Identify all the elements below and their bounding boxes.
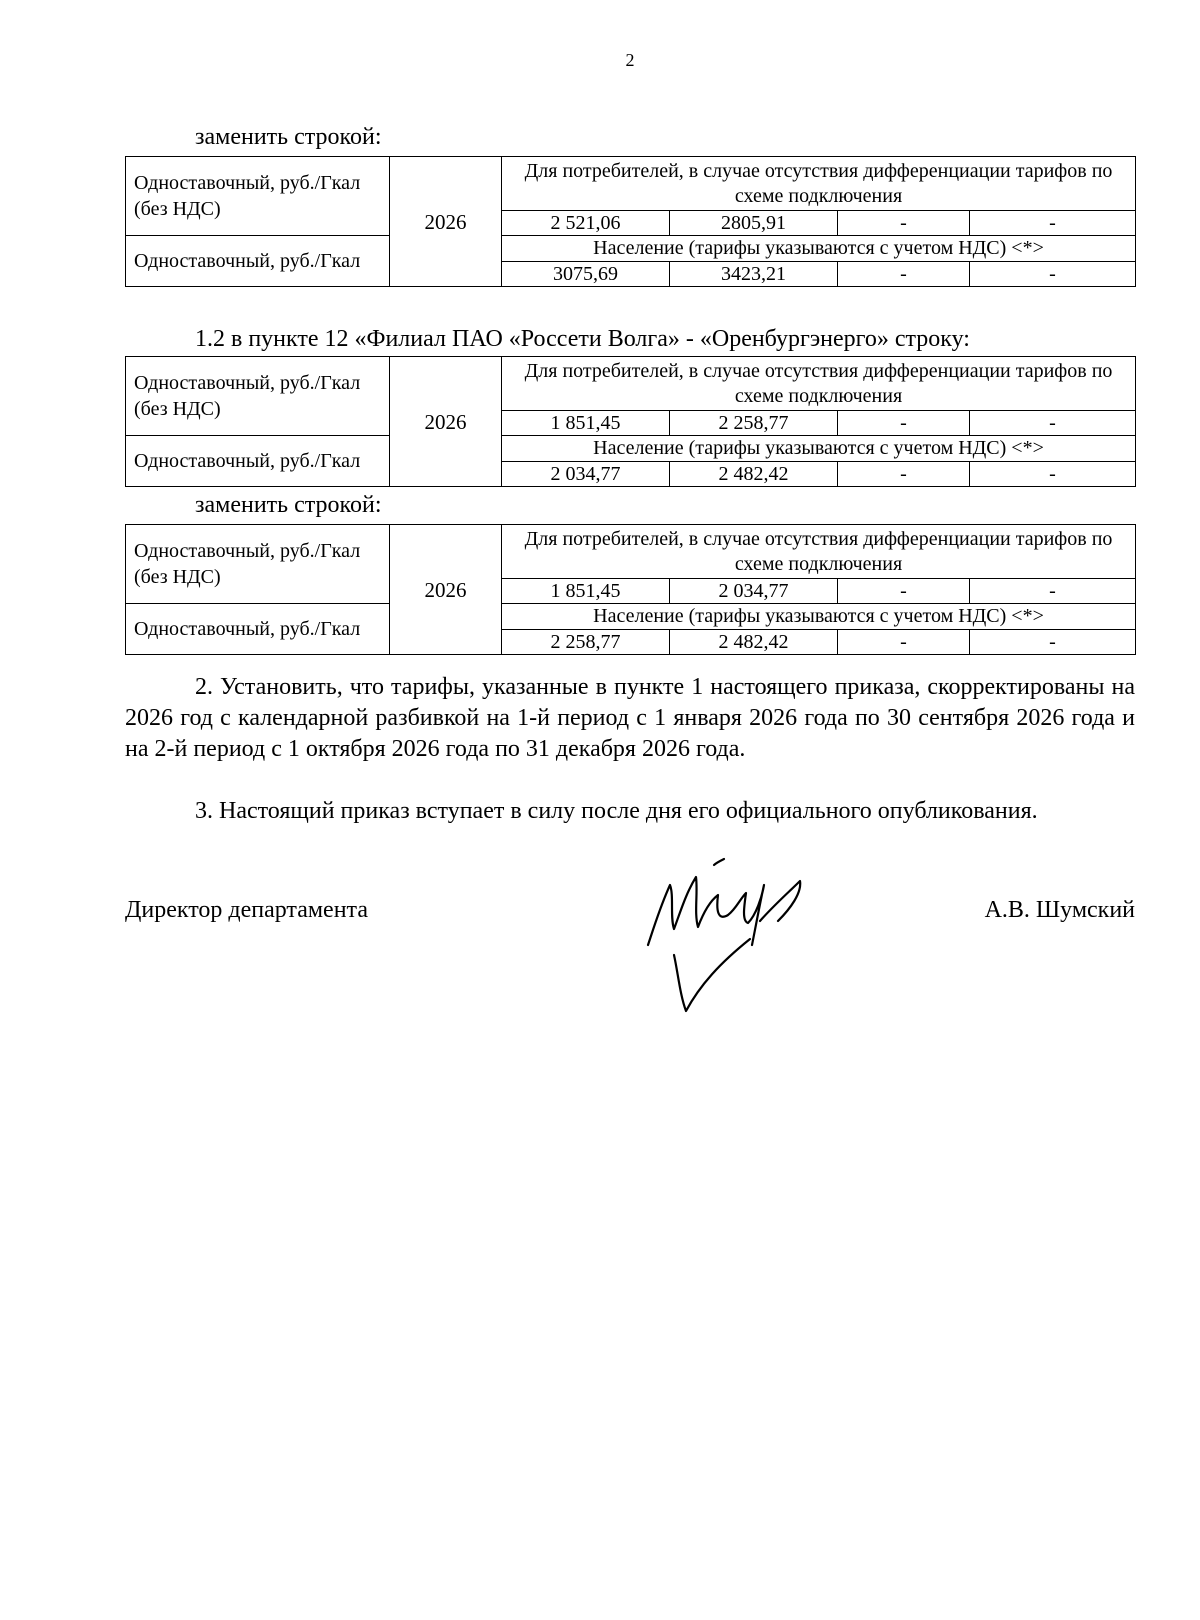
paragraph-2	[125, 672, 1135, 765]
section-c-intro: заменить строкой:	[195, 492, 382, 518]
row-label-with-vat: Одноставочный, руб./Гкал	[126, 236, 390, 287]
value-cell: 2 034,77	[502, 462, 670, 487]
year-cell: 2026	[390, 525, 502, 655]
population-header: Население (тарифы указываются с учетом НДС) <*>	[502, 604, 1136, 630]
value-cell: -	[838, 630, 970, 655]
row-label-without-vat: Одноставочный, руб./Гкал (без НДС)	[126, 157, 390, 236]
value-cell: 1 851,45	[502, 411, 670, 436]
value-cell: -	[838, 411, 970, 436]
year-cell: 2026	[390, 357, 502, 487]
value-cell: -	[970, 211, 1136, 236]
consumers-header: Для потребителей, в случае отсутствия дифференциации тарифов по схеме подключения	[502, 525, 1136, 579]
value-cell: -	[838, 579, 970, 604]
value-cell: -	[970, 462, 1136, 487]
population-header: Население (тарифы указываются с учетом НДС) <*>	[502, 236, 1136, 262]
page-number: 2	[625, 50, 635, 70]
consumers-header: Для потребителей, в случае отсутствия дифференциации тарифов по схеме подключения	[502, 357, 1136, 411]
population-header: Население (тарифы указываются с учетом НДС) <*>	[502, 436, 1136, 462]
value-cell: -	[970, 411, 1136, 436]
paragraph-3-text: 3. Настоящий приказ вступает в силу после дня его официального опубликования.	[195, 798, 1038, 824]
tariff-table-b	[125, 356, 1136, 487]
value-cell: 2805,91	[670, 211, 838, 236]
paragraph-2-text: 2. Установить, что тарифы, указанные в пункте 1 настоящего приказа, скорректированы на 2026 год с календарной разбивкой на 1-й период с 1 января 2026 года по 30 сентября 2026 года и на 2-й период с 1 октября 2026 года по 31 декабря 2026 года.	[125, 674, 1135, 762]
value-cell: -	[970, 579, 1136, 604]
value-cell: -	[838, 262, 970, 287]
value-cell: 2 482,42	[670, 630, 838, 655]
row-label-without-vat: Одноставочный, руб./Гкал (без НДС)	[126, 357, 390, 436]
value-cell: -	[970, 262, 1136, 287]
signatory-position: Директор департамента	[125, 897, 368, 923]
value-cell: -	[838, 462, 970, 487]
value-cell: -	[970, 630, 1136, 655]
value-cell: 1 851,45	[502, 579, 670, 604]
value-cell: 3075,69	[502, 262, 670, 287]
signatory-name: А.В. Шумский	[984, 897, 1135, 923]
year-cell: 2026	[390, 157, 502, 287]
paragraph-3	[125, 796, 1135, 827]
value-cell: 3423,21	[670, 262, 838, 287]
value-cell: 2 521,06	[502, 211, 670, 236]
section-b-intro: 1.2 в пункте 12 «Филиал ПАО «Россети Волга» - «Оренбургэнерго» строку:	[195, 326, 970, 352]
row-label-without-vat: Одноставочный, руб./Гкал (без НДС)	[126, 525, 390, 604]
tariff-table-a	[125, 156, 1136, 287]
row-label-with-vat: Одноставочный, руб./Гкал	[126, 436, 390, 487]
value-cell: 2 258,77	[502, 630, 670, 655]
tariff-table-c	[125, 524, 1136, 655]
value-cell: 2 482,42	[670, 462, 838, 487]
value-cell: -	[838, 211, 970, 236]
consumers-header: Для потребителей, в случае отсутствия дифференциации тарифов по схеме подключения	[502, 157, 1136, 211]
handwritten-signature-icon	[640, 855, 820, 1015]
value-cell: 2 034,77	[670, 579, 838, 604]
section-a-intro: заменить строкой:	[195, 124, 382, 150]
value-cell: 2 258,77	[670, 411, 838, 436]
row-label-with-vat: Одноставочный, руб./Гкал	[126, 604, 390, 655]
